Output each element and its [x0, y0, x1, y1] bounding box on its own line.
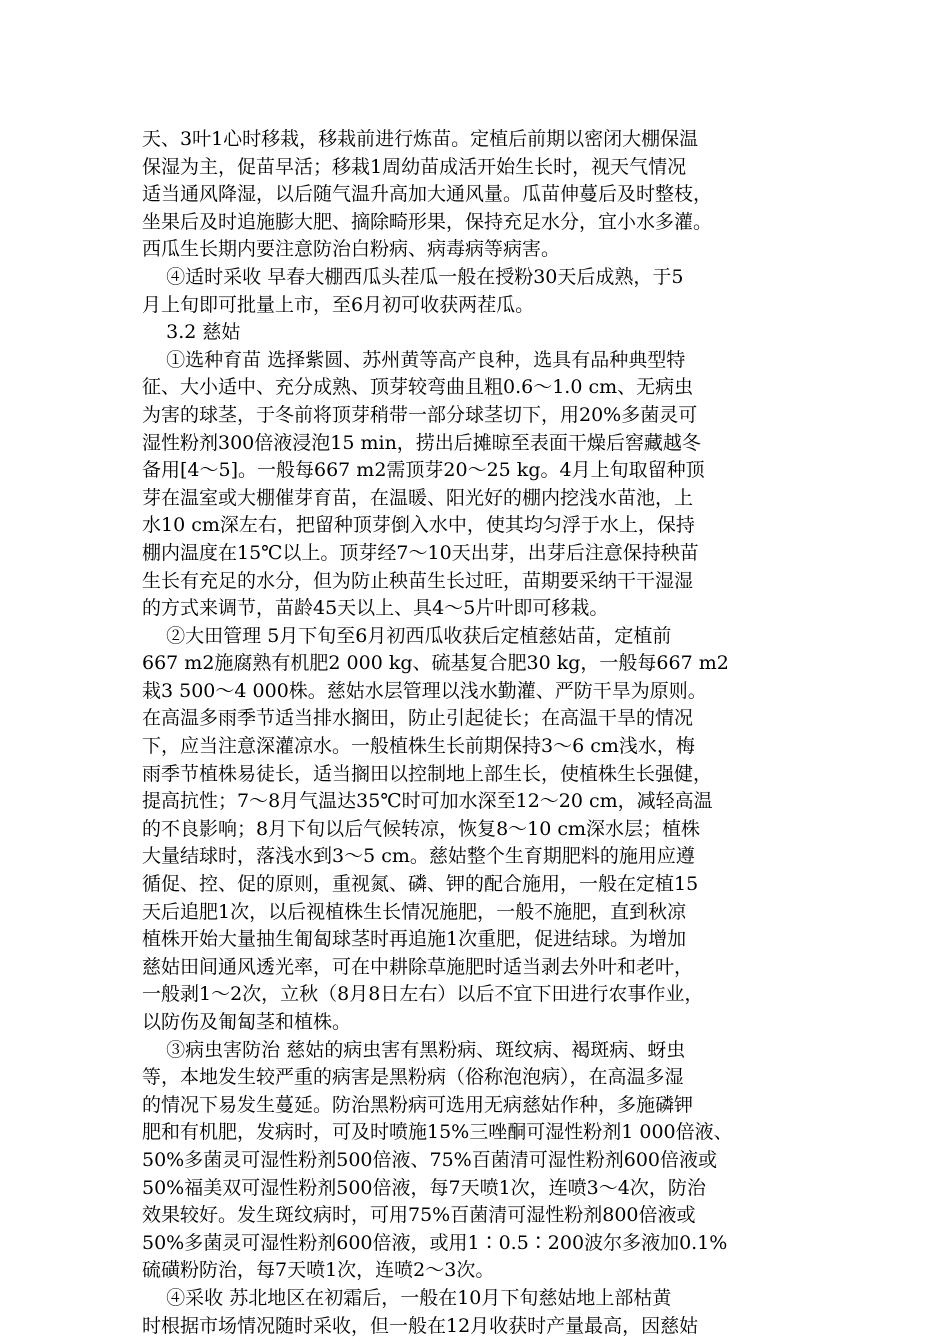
paragraph-watermelon-management: 天、3叶1心时移栽，移栽前进行炼苗。定植后前期以密闭大棚保温 保湿为主，促苗早活；移栽1周幼苗成活开始生长时，视天气情况 适当通风降湿，以后随气温升高加大通风量。瓜苗伸蔓后及时整枝， 坐果后及时追施膨大肥、摘除畸形果，保持充足水分，宜小水多灌。 西瓜生长期内要注意防治白粉病、病毒病等病害。 — [142, 128, 713, 261]
paragraph-watermelon-harvest: ④适时采收 早春大棚西瓜头茬瓜一般在授粉30天后成熟，于5 月上旬即可批量上市，至6月初可收获两茬瓜。 — [142, 265, 684, 316]
paragraph-seed-selection: ①选种育苗 选择紫圆、苏州黄等高产良种，选具有品种典型特 征、大小适中、充分成熟、顶芽较弯曲且粗0.6～1.0 cm、无病虫 为害的球茎，于冬前将顶芽稍带一部分球茎切下，用20%多菌灵可 湿性粉剂300倍液浸泡15 min，捞出后摊晾至表面干燥后窖藏越冬 备用[4～5]。一般每667 m2需顶芽20～25 kg。4月上旬取留种顶 芽在温室或大棚催芽育苗，在温暖、阳光好的棚内挖浅水苗池，上 水10 cm深左右，把留种顶芽倒入水中，使其均匀浮于水上，保持 棚内温度在15℃以上。顶芽经7～10天出芽，出芽后注意保持秧苗 生长有充足的水分，但为防止秧苗生长过旺，苗期要采纳干干湿湿 的方式来调节，苗龄45天以上、具4～5片叶即可移栽。 — [142, 348, 705, 620]
paragraph-harvest: ④采收 苏北地区在初霜后，一般在10月下旬慈姑地上部枯黄 时根据市场情况随时采收，但一般在12月收获时产量最高，因慈姑 — [142, 1286, 699, 1337]
paragraph-pest-control: ③病虫害防治 慈姑的病虫害有黑粉病、斑纹病、褐斑病、蚜虫 等，本地发生较严重的病害是黑粉病（俗称泡泡病），在高温多湿 的情况下易发生蔓延。防治黑粉病可选用无病慈姑作种，多施磷钾 肥和有机肥，发病时，可及时喷施15%三唑酮可湿性粉剂1 000倍液、 50%多菌灵可湿性粉剂500倍液、75%百菌清可湿性粉剂600倍液或 50%福美双可湿性粉剂500倍液，每7天喷1次，连喷3～4次，防治 效果较好。发生斑纹病时，可用75%百菌清可湿性粉剂800倍液或 50%多菌灵可湿性粉剂600倍液，或用1∶0.5∶200波尔多液加0.1% 硫磺粉防治，每7天喷1次，连喷2～3次。 — [142, 1038, 733, 1282]
paragraph-field-management: ②大田管理 5月下旬至6月初西瓜收获后定植慈姑苗，定植前 667 m2施腐熟有机肥2 000 kg、硫基复合肥30 kg，一般每667 m2 栽3 500～4 000株。慈姑水层管理以浅水勤灌、严防干旱为原则。 在高温多雨季节适当排水搁田，防止引起徒长；在高温干旱的情况 下，应当注意深灌凉水。一般植株生长前期保持3～6 cm浅水，梅 雨季节植株易徒长，适当搁田以控制地上部生长，使植株生长强健， 提高抗性；7～8月气温达35℃时可加水深至12～20 cm，减轻高温 的不良影响；8月下旬以后气候转凉，恢复8～10 cm深水层；植株 大量结球时，落浅水到3～5 cm。慈姑整个生育期肥料的施用应遵 循促、控、促的原则，重视氮、磷、钾的配合施用，一般在定植15 天后追肥1次，以后视植株生长情况施肥，一般不施肥，直到秋凉 植株开始大量抽生匍匐球茎时再追施1次重肥，促进结球。为增加 慈姑田间通风透光率，可在中耕除草施肥时适当剥去外叶和老叶， 一般剥1～2次，立秋（8月8日左右）以后不宜下田进行农事作业， 以防伤及匍匐茎和植株。 — [142, 624, 729, 1033]
document-body — [142, 126, 826, 1340]
section-heading-arrowhead: 3.2 慈姑 — [142, 321, 241, 344]
